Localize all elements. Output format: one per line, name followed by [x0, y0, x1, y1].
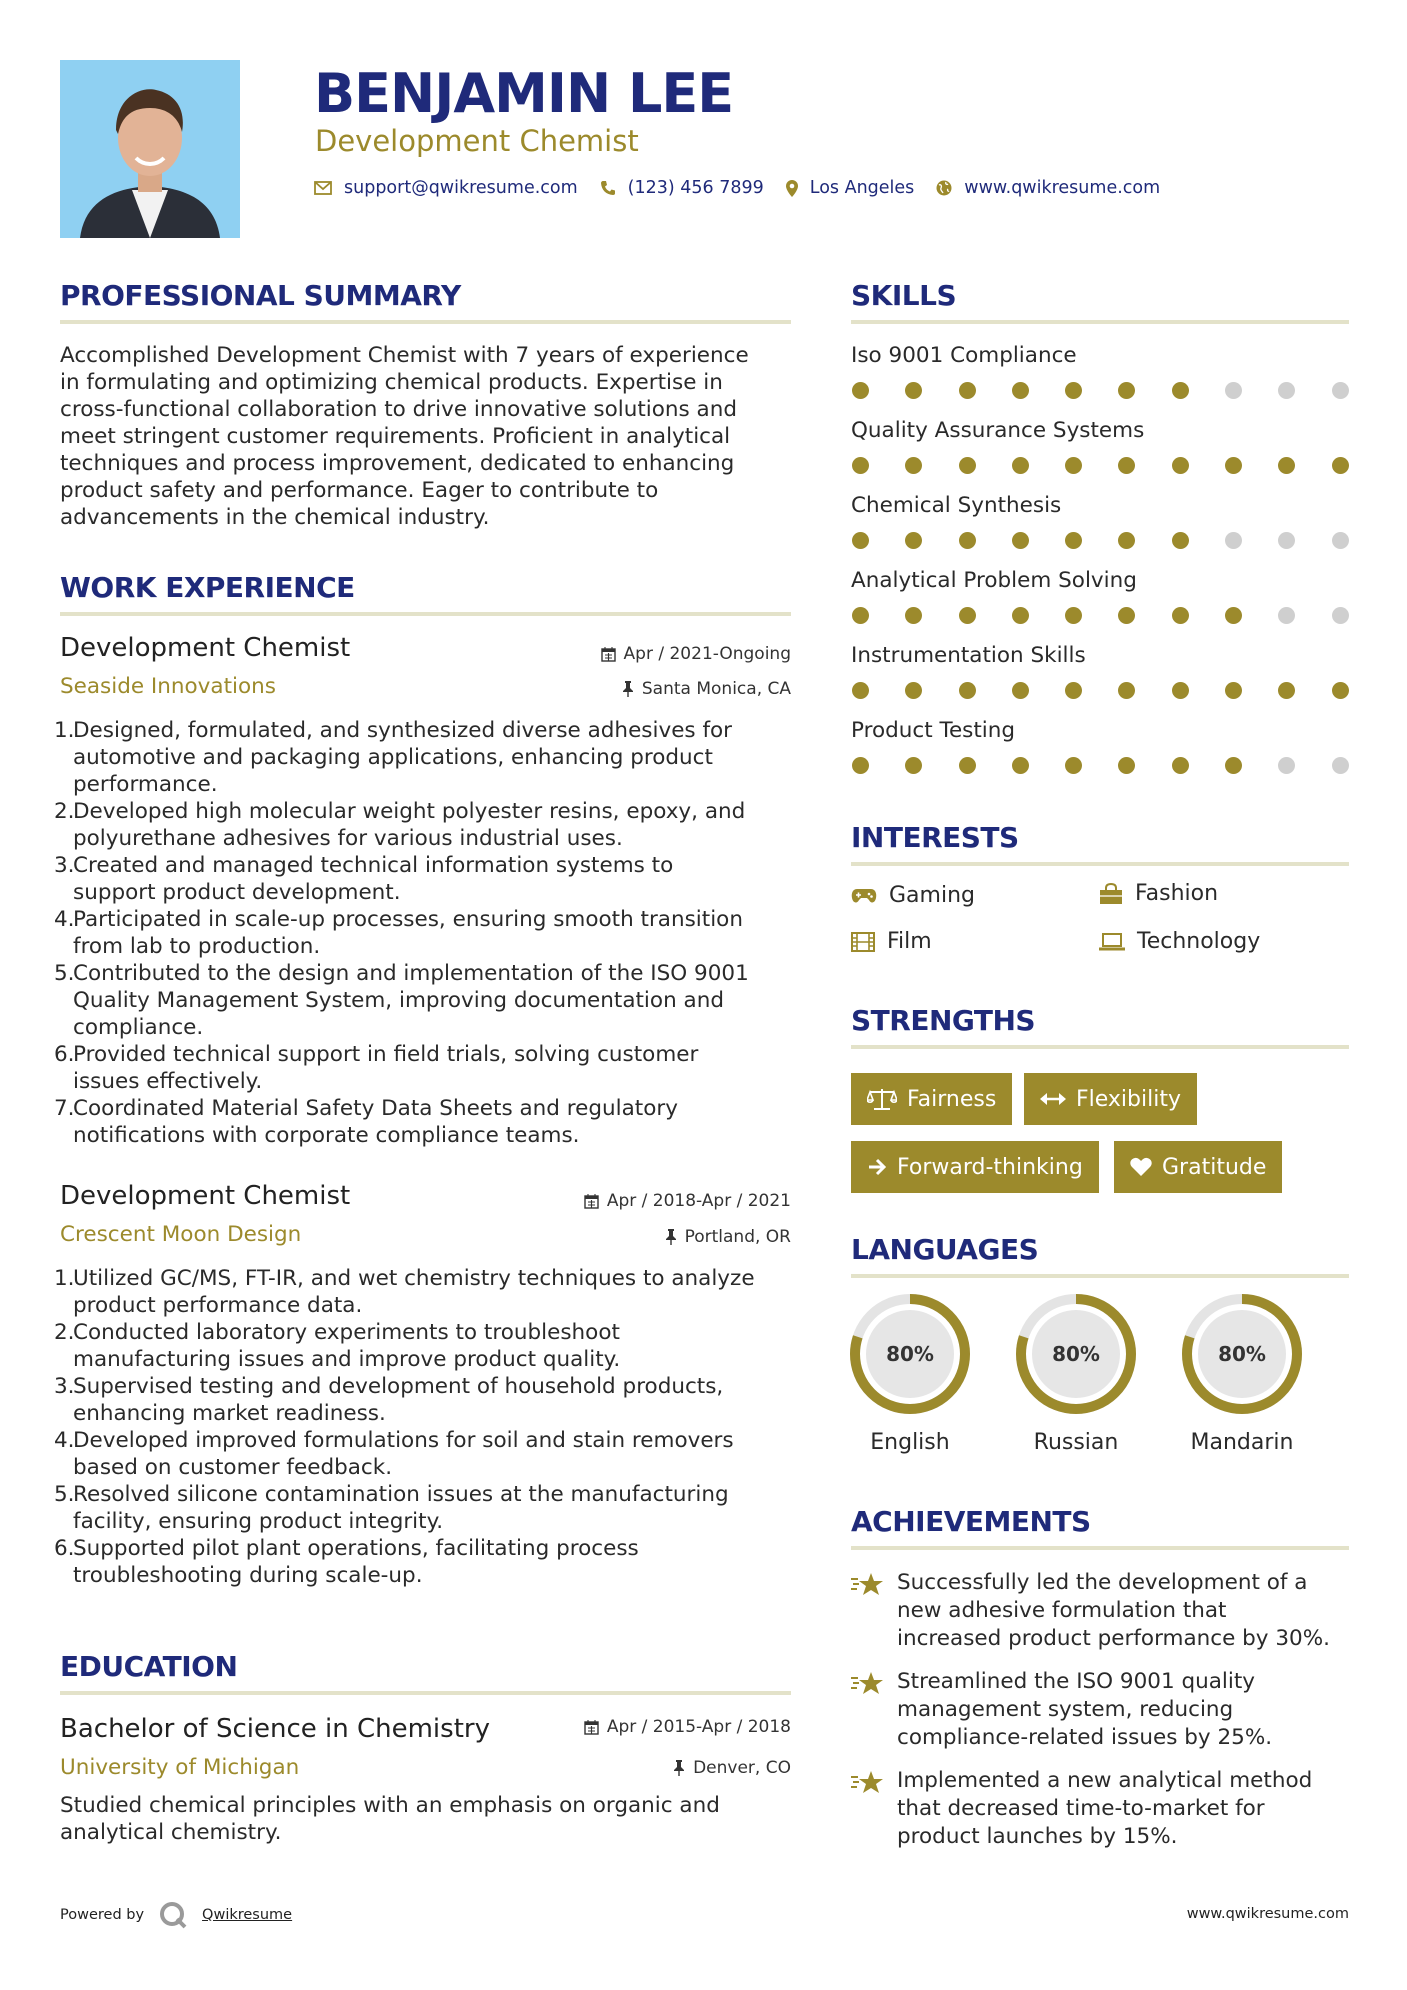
duty-item	[54, 852, 749, 906]
achievement-text	[897, 1569, 1330, 1653]
rating-dot-empty	[1278, 607, 1295, 624]
pushpin-icon	[622, 681, 634, 697]
education-divider	[60, 1691, 791, 1695]
email-text: support@qwikresume.com	[344, 178, 578, 198]
duty-line: manufacturing issues and improve product quality.	[73, 1347, 621, 1372]
duty-number: 2.	[54, 799, 75, 824]
duty-line: from lab to production.	[73, 934, 321, 959]
rating-dot-filled	[959, 457, 976, 474]
rating-dot-empty	[1332, 757, 1349, 774]
skill-name: Chemical Synthesis	[851, 493, 1062, 518]
rating-dot-empty	[1225, 382, 1242, 399]
achievement-item	[851, 1668, 1272, 1752]
duty-line: facility, ensuring product integrity.	[73, 1509, 444, 1534]
duty-line: Supervised testing and development of household products,	[73, 1374, 724, 1399]
achievement-line: Implemented a new analytical method	[897, 1768, 1313, 1793]
star-icon	[851, 1670, 885, 1698]
duty-line: notifications with corporate compliance teams.	[73, 1123, 580, 1148]
shopping-bag-icon	[1099, 883, 1123, 905]
summary-line: Accomplished Development Chemist with 7 years of experience	[60, 343, 749, 368]
job-title: Development Chemist	[60, 1181, 351, 1211]
interest-label: Fashion	[1135, 881, 1219, 906]
summary-text	[60, 342, 749, 531]
summary-line: in formulating and optimizing chemical products. Expertise in	[60, 370, 723, 395]
duty-line: support product development.	[73, 880, 401, 905]
powered-by-label: Powered by	[60, 1907, 145, 1923]
arrows-horizontal-icon	[1040, 1092, 1066, 1106]
skill-name: Iso 9001 Compliance	[851, 343, 1077, 368]
footer-website[interactable]: www.qwikresume.com	[1186, 1906, 1349, 1922]
calendar-icon	[584, 1720, 599, 1735]
rating-dot-filled	[852, 457, 869, 474]
language-name: Mandarin	[1190, 1430, 1294, 1455]
rating-dot-filled	[1012, 532, 1029, 549]
skill-rating	[852, 532, 1385, 549]
heart-icon	[1130, 1157, 1152, 1177]
rating-dot-filled	[1065, 607, 1082, 624]
experience-heading: WORK EXPERIENCE	[60, 571, 355, 604]
duty-line: Quality Management System, improving documentation and	[73, 988, 724, 1013]
rating-dot-empty	[1278, 382, 1295, 399]
achievement-item	[851, 1569, 1330, 1653]
duty-number: 1.	[54, 1266, 75, 1291]
achievement-line: compliance-related issues by 25%.	[897, 1725, 1273, 1750]
rating-dot-filled	[905, 682, 922, 699]
summary-line: advancements in the chemical industry.	[60, 505, 490, 530]
interest-label: Film	[887, 929, 932, 954]
rating-dot-empty	[1332, 532, 1349, 549]
strength-label: Forward-thinking	[897, 1154, 1083, 1180]
duty-item	[54, 1041, 749, 1095]
rating-dot-filled	[1065, 757, 1082, 774]
gamepad-icon	[851, 887, 877, 905]
summary-line: meet stringent customer requirements. Proficient in analytical	[60, 424, 731, 449]
rating-dot-empty	[1278, 532, 1295, 549]
duty-number: 5.	[54, 961, 75, 986]
rating-dot-filled	[1225, 682, 1242, 699]
rating-dot-filled	[959, 607, 976, 624]
duty-line: Coordinated Material Safety Data Sheets and regulatory	[73, 1096, 678, 1121]
film-icon	[851, 932, 875, 952]
rating-dot-filled	[1065, 457, 1082, 474]
summary-divider	[60, 320, 791, 324]
education-line: analytical chemistry.	[60, 1820, 282, 1845]
rating-dot-filled	[1172, 382, 1189, 399]
interest-label: Gaming	[889, 883, 975, 908]
duty-line: Conducted laboratory experiments to troubleshoot	[73, 1320, 620, 1345]
pushpin-icon	[665, 1229, 677, 1245]
skill-rating	[852, 457, 1385, 474]
duty-line: Resolved silicone contamination issues at the manufacturing	[73, 1482, 729, 1507]
duty-line: Supported pilot plant operations, facilitating process	[73, 1536, 639, 1561]
balance-scale-icon	[867, 1088, 897, 1110]
rating-dot-filled	[852, 532, 869, 549]
achievement-line: increased product performance by 30%.	[897, 1626, 1330, 1651]
rating-dot-filled	[1118, 382, 1135, 399]
duty-text	[73, 1427, 734, 1481]
duty-item	[54, 906, 749, 960]
duty-text	[73, 1481, 729, 1535]
languages-divider	[851, 1274, 1349, 1278]
achievement-line: that decreased time-to-market for	[897, 1796, 1265, 1821]
duty-item	[54, 1481, 755, 1535]
duty-number: 3.	[54, 853, 75, 878]
education-description	[60, 1792, 720, 1846]
duty-line: based on customer feedback.	[73, 1455, 393, 1480]
interest-film	[851, 929, 932, 954]
pushpin-icon	[673, 1760, 685, 1776]
skill-rating	[852, 682, 1385, 699]
achievement-line: product launches by 15%.	[897, 1824, 1178, 1849]
rating-dot-filled	[1065, 382, 1082, 399]
achievement-line: new adhesive formulation that	[897, 1598, 1227, 1623]
duty-number: 5.	[54, 1482, 75, 1507]
duty-number: 6.	[54, 1536, 75, 1561]
rating-dot-filled	[905, 757, 922, 774]
rating-dot-filled	[959, 382, 976, 399]
strengths-divider	[851, 1045, 1349, 1049]
duty-item	[54, 798, 749, 852]
duty-line: product performance data.	[73, 1293, 363, 1318]
rating-dot-filled	[1118, 607, 1135, 624]
rating-dot-filled	[1332, 682, 1349, 699]
calendar-icon	[584, 1194, 599, 1209]
achievement-item	[851, 1767, 1312, 1851]
skill-rating	[852, 382, 1385, 399]
duty-number: 2.	[54, 1320, 75, 1345]
duty-line: Developed improved formulations for soil and stain removers	[73, 1428, 734, 1453]
rating-dot-filled	[1012, 607, 1029, 624]
laptop-icon	[1099, 933, 1125, 951]
duty-line: Utilized GC/MS, FT-IR, and wet chemistry techniques to analyze	[73, 1266, 755, 1291]
duty-number: 7.	[54, 1096, 75, 1121]
achievement-line: Streamlined the ISO 9001 quality	[897, 1669, 1256, 1694]
rating-dot-filled	[1278, 682, 1295, 699]
summary-line: cross-functional collaboration to drive innovative solutions and	[60, 397, 737, 422]
rating-dot-filled	[1225, 757, 1242, 774]
rating-dot-empty	[1278, 757, 1295, 774]
rating-dot-filled	[1172, 457, 1189, 474]
star-icon	[851, 1571, 885, 1599]
skill-name: Quality Assurance Systems	[851, 418, 1145, 443]
phone-text: (123) 456 7899	[627, 178, 764, 198]
gauge-percent: 80%	[886, 1342, 934, 1366]
duty-item	[54, 960, 749, 1041]
rating-dot-filled	[905, 457, 922, 474]
skills-divider	[851, 320, 1349, 324]
interests-heading: INTERESTS	[851, 821, 1019, 854]
contact-phone[interactable]	[600, 178, 764, 198]
education-heading: EDUCATION	[60, 1650, 238, 1683]
education-dates: Apr / 2015-Apr / 2018	[584, 1716, 791, 1738]
phone-icon	[600, 180, 616, 196]
qwikresume-link[interactable]: Qwikresume	[202, 1907, 293, 1923]
language-gauge	[1180, 1292, 1304, 1420]
degree-title: Bachelor of Science in Chemistry	[60, 1714, 490, 1744]
website-text: www.qwikresume.com	[964, 178, 1161, 198]
skill-name: Product Testing	[851, 718, 1016, 743]
duty-text	[73, 1041, 698, 1095]
duty-line: troubleshooting during scale-up.	[73, 1563, 423, 1588]
duty-text	[73, 717, 732, 798]
job-dates: Apr / 2021-Ongoing	[601, 643, 791, 665]
skill-name: Analytical Problem Solving	[851, 568, 1137, 593]
rating-dot-filled	[1172, 532, 1189, 549]
duty-line: Designed, formulated, and synthesized diverse adhesives for	[73, 718, 733, 743]
rating-dot-filled	[959, 682, 976, 699]
rating-dot-filled	[1118, 457, 1135, 474]
rating-dot-filled	[1172, 682, 1189, 699]
duty-line: Created and managed technical information systems to	[73, 853, 674, 878]
candidate-role: Development Chemist	[315, 124, 639, 158]
duty-line: Participated in scale-up processes, ensuring smooth transition	[73, 907, 743, 932]
languages-heading: LANGUAGES	[851, 1233, 1039, 1266]
rating-dot-filled	[1225, 457, 1242, 474]
duty-number: 4.	[54, 1428, 75, 1453]
skill-name: Instrumentation Skills	[851, 643, 1086, 668]
rating-dot-filled	[852, 757, 869, 774]
job-title: Development Chemist	[60, 633, 351, 663]
map-pin-icon	[786, 180, 798, 197]
summary-heading: PROFESSIONAL SUMMARY	[60, 279, 461, 312]
rating-dot-filled	[852, 682, 869, 699]
job-location: Santa Monica, CA	[622, 678, 791, 700]
duty-item	[54, 1319, 755, 1373]
skills-heading: SKILLS	[851, 279, 957, 312]
strength-tag	[1114, 1141, 1282, 1193]
rating-dot-filled	[1172, 757, 1189, 774]
school-name: University of Michigan	[60, 1755, 300, 1780]
footer-powered-by	[60, 1900, 292, 1930]
summary-line: product safety and performance. Eager to contribute to	[60, 478, 659, 503]
achievement-line: Successfully led the development of a	[897, 1570, 1308, 1595]
duty-text	[73, 852, 673, 906]
gauge-percent: 80%	[1218, 1342, 1266, 1366]
duty-line: Developed high molecular weight polyester resins, epoxy, and	[73, 799, 746, 824]
qwikresume-logo-icon	[158, 1900, 188, 1930]
experience-divider	[60, 612, 791, 616]
language-gauge	[1014, 1292, 1138, 1420]
job-duties	[54, 1265, 755, 1589]
location-text: Los Angeles	[809, 178, 915, 198]
contact-email[interactable]	[314, 178, 578, 198]
rating-dot-empty	[1332, 382, 1349, 399]
duty-line: Contributed to the design and implementation of the ISO 9001	[73, 961, 749, 986]
globe-icon	[936, 180, 952, 196]
duty-number: 4.	[54, 907, 75, 932]
strength-tag	[851, 1141, 1099, 1193]
language-gauge	[848, 1292, 972, 1420]
rating-dot-filled	[852, 607, 869, 624]
interest-gaming	[851, 883, 975, 908]
achievement-text	[897, 1767, 1312, 1851]
duty-number: 6.	[54, 1042, 75, 1067]
job-duties	[54, 717, 749, 1149]
rating-dot-filled	[1118, 532, 1135, 549]
summary-line: techniques and process improvement, dedicated to enhancing	[60, 451, 735, 476]
duty-text	[73, 960, 749, 1041]
duty-item	[54, 717, 749, 798]
rating-dot-filled	[905, 532, 922, 549]
job-company: Crescent Moon Design	[60, 1222, 302, 1247]
rating-dot-filled	[1118, 682, 1135, 699]
rating-dot-filled	[1172, 607, 1189, 624]
interest-fashion	[1099, 881, 1218, 906]
education-line: Studied chemical principles with an emphasis on organic and	[60, 1793, 720, 1818]
duty-line: Provided technical support in field trials, solving customer	[73, 1042, 699, 1067]
duty-text	[73, 1265, 755, 1319]
job-location: Portland, OR	[665, 1226, 791, 1248]
duty-item	[54, 1427, 755, 1481]
language-name: English	[870, 1430, 950, 1455]
strength-label: Flexibility	[1076, 1086, 1181, 1112]
contact-website[interactable]	[936, 178, 1160, 198]
calendar-icon	[601, 647, 616, 662]
achievement-line: management system, reducing	[897, 1697, 1234, 1722]
interest-label: Technology	[1137, 929, 1261, 954]
arrow-right-icon	[867, 1158, 887, 1176]
duty-text	[73, 1319, 620, 1373]
strength-tag	[1024, 1073, 1197, 1125]
duty-number: 1.	[54, 718, 75, 743]
duty-item	[54, 1265, 755, 1319]
achievements-heading: ACHIEVEMENTS	[851, 1505, 1091, 1538]
rating-dot-filled	[1065, 682, 1082, 699]
duty-number: 3.	[54, 1374, 75, 1399]
envelope-icon	[314, 181, 332, 195]
duty-line: performance.	[73, 772, 218, 797]
rating-dot-filled	[959, 757, 976, 774]
duty-text	[73, 906, 743, 960]
duty-line: automotive and packaging applications, enhancing product	[73, 745, 713, 770]
rating-dot-filled	[905, 382, 922, 399]
rating-dot-filled	[905, 607, 922, 624]
rating-dot-empty	[1332, 607, 1349, 624]
education-location: Denver, CO	[673, 1757, 791, 1779]
skill-rating	[852, 757, 1385, 774]
rating-dot-filled	[1012, 457, 1029, 474]
duty-text	[73, 1535, 639, 1589]
duty-text	[73, 798, 745, 852]
language-name: Russian	[1033, 1430, 1119, 1455]
contact-bar	[314, 178, 1182, 198]
duty-line: issues effectively.	[73, 1069, 263, 1094]
star-icon	[851, 1769, 885, 1797]
duty-text	[73, 1095, 678, 1149]
contact-location	[786, 178, 915, 198]
duty-item	[54, 1095, 749, 1149]
interest-technology	[1099, 929, 1260, 954]
strengths-heading: STRENGTHS	[851, 1004, 1036, 1037]
rating-dot-filled	[1118, 757, 1135, 774]
strength-tag	[851, 1073, 1012, 1125]
rating-dot-filled	[852, 382, 869, 399]
gauge-percent: 80%	[1052, 1342, 1100, 1366]
rating-dot-filled	[1012, 382, 1029, 399]
job-dates: Apr / 2018-Apr / 2021	[584, 1190, 791, 1212]
duty-item	[54, 1373, 755, 1427]
strength-label: Gratitude	[1162, 1154, 1267, 1180]
rating-dot-filled	[1012, 682, 1029, 699]
candidate-name: BENJAMIN LEE	[314, 62, 734, 125]
strength-label: Fairness	[907, 1086, 997, 1112]
duty-line: compliance.	[73, 1015, 204, 1040]
duty-item	[54, 1535, 755, 1589]
duty-line: polyurethane adhesives for various industrial uses.	[73, 826, 623, 851]
rating-dot-filled	[1332, 457, 1349, 474]
rating-dot-filled	[1012, 757, 1029, 774]
duty-line: enhancing market readiness.	[73, 1401, 386, 1426]
rating-dot-filled	[1225, 607, 1242, 624]
rating-dot-empty	[1225, 532, 1242, 549]
rating-dot-filled	[1278, 457, 1295, 474]
job-company: Seaside Innovations	[60, 674, 276, 699]
rating-dot-filled	[1065, 532, 1082, 549]
achievement-text	[897, 1668, 1272, 1752]
interests-divider	[851, 862, 1349, 866]
profile-photo	[60, 60, 240, 238]
rating-dot-filled	[959, 532, 976, 549]
duty-text	[73, 1373, 723, 1427]
skill-rating	[852, 607, 1385, 624]
achievements-divider	[851, 1546, 1349, 1550]
